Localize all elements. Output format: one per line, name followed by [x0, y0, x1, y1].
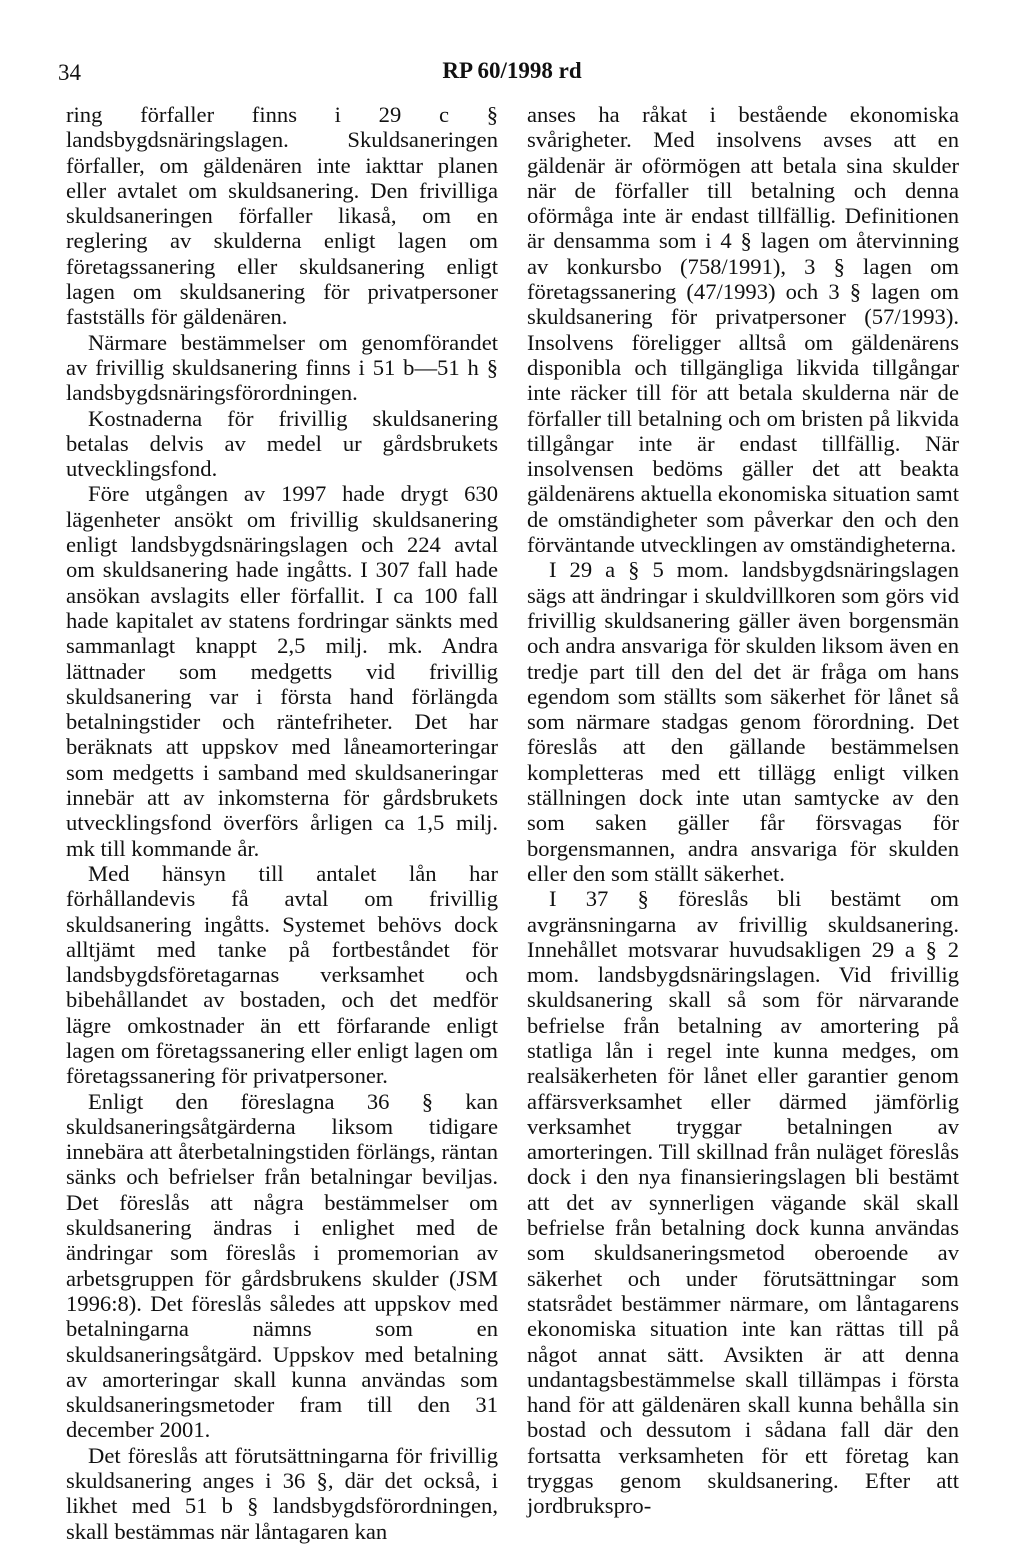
- right-column: [527, 102, 959, 1519]
- left-paragraph-6: Enligt den föreslagna 36 § kan skuldsaneringsåtgärderna liksom tidigare innebära att återbetalningstiden förlängs, räntan sänks och befrielser från betalningar beviljas. Det föreslås att några bestämmelser om skuldsanering ändras i enlighet med de ändringar som föreslås i promemorian av arbetsgruppen för gårdsbrukens skulder (JSM 1996:8). Det föreslås således att uppskov med betalningarna nämns som en skuldsaneringsåtgärd. Uppskov med betalning av amorteringar skall kunna användas som skuldsaneringsmetoder fram till den 31 december 2001.: [66, 1088, 498, 1443]
- left-paragraph-7: Det föreslås att förutsättningarna för frivillig skuldsanering anges i 36 §, där det också, i likhet med 51 b § landsbygdsförordningen, skall bestämmas när låntagaren kan: [66, 1442, 498, 1544]
- left-paragraph-4: Före utgången av 1997 hade drygt 630 lägenheter ansökt om frivillig skuldsanering enligt landsbygdsnäringslagen och 224 avtal om skuldsanering hade ingåtts. I 307 fall hade ansökan avslagits eller förfallit. I ca 100 fall hade kapitalet av statens fordringar sänkts med sammanlagt knappt 2,5 milj. mk. Andra lättnader som medgetts vid frivillig skuldsanering var i första hand förlängda betalningstider och räntefriheter. Det har beräknats att uppskov med låneamorteringar som medgetts i samband med skuldsaneringar innebär att av inkomsterna för gårdsbrukets utvecklingsfond överförs årligen ca 1,5 milj. mk till kommande år.: [66, 481, 498, 861]
- right-paragraph-2: I 29 a § 5 mom. landsbygdsnäringslagen sägs att ändringar i skuldvillkoren som görs vid frivillig skuldsanering gäller även borgensmän och andra ansvariga för skulden liksom även en tredje part till den del det är fråga om hans egendom som ställts som säkerhet för lånet så som närmare stadgas genom förordning. Det föreslås att den gällande bestämmelsen kompletteras med ett tillägg enligt vilken ställningen dock inte utan samtycke av den som saken gäller får försvagas för borgensmannen, andra ansvariga för skulden eller den som ställt säkerhet.: [527, 557, 959, 886]
- left-column: [66, 102, 498, 1544]
- left-paragraph-5: Med hänsyn till antalet lån har förhållandevis få avtal om frivillig skuldsanering ingåtts. Systemet behövs dock alltjämt med tanke på fortbeståndet för landsbygdsföretagarnas verksamhet och bibehållandet av bostaden, och det medför lägre omkostnader än ett förfarande enligt lagen om företagssanering eller enligt lagen om företagssanering för privatpersoner.: [66, 860, 498, 1089]
- left-paragraph-3: Kostnaderna för frivillig skuldsanering betalas delvis av medel ur gårdsbrukets utvecklingsfond.: [66, 405, 498, 482]
- page-number: 34: [58, 60, 81, 85]
- right-paragraph-1: anses ha råkat i bestående ekonomiska svårigheter. Med insolvens avses att en gäldenär är oförmögen att betala sina skulder när de förfaller till betalning och denna oförmåga inte är endast tillfällig. Definitionen är densamma som i 4 § lagen om återvinning av konkursbo (758/1991), 3 § lagen om företagssanering (47/1993) och 3 § lagen om skuldsanering för privatpersoner (57/1993). Insolvens föreligger alltså om gäldenärens disponibla och tillgängliga likvida tillgångar inte räcker till för att betala skulderna när de förfaller till betalning och om bristen på likvida tillgångar inte är endast tillfällig. När insolvensen bedöms gäller det att beakta gäldenärens aktuella ekonomiska situation samt de omständigheter som påverkar den och den förväntande utvecklingen av omständigheterna.: [527, 102, 959, 558]
- right-paragraph-3: I 37 § föreslås bli bestämt om avgränsningarna av frivillig skuldsanering. Innehållet motsvarar huvudsakligen 29 a § 2 mom. landsbygdsnäringslagen. Vid frivillig skuldsanering skall så som för närvarande befrielse från betalning av amortering på statliga lån i regel inte kunna medges, om realsäkerheten för lånet eller garantier genom affärsverksamhet eller därmed jämförlig verksamhet tryggar betalningen av amorteringen. Till skillnad från nuläget föreslås dock i den nya finansieringslagen bli bestämt att det av synnerligen vägande skäl skall befrielse från betalning dock kunna användas som skuldsaneringsmetod oberoende av säkerhet och under förutsättningar som statsrådet bestämmer närmare, om låntagarens ekonomiska situation inte kan rättas till på något annat sätt. Avsikten är att denna undantagsbestämmelse skall tillämpas i första hand för att gäldenären skall kunna behålla sin bostad och dessutom i sådana fall där den fortsatta verksamheten för ett företag kan tryggas genom skuldsanering. Efter att jordbrukspro-: [527, 886, 959, 1519]
- left-paragraph-2: Närmare bestämmelser om genomförandet av frivillig skuldsanering finns i 51 b—51 h § landsbygdsnäringsförordningen.: [66, 329, 498, 406]
- running-title: RP 60/1998 rd: [442, 58, 582, 83]
- left-paragraph-1: ring förfaller finns i 29 c § landsbygdsnäringslagen. Skuldsaneringen förfaller, om gäldenären inte iakttar planen eller avtalet om skuldsanering. Den frivilliga skuldsaneringen förfaller likaså, om en reglering av skulderna enligt lagen om företagssanering eller skuldsanering enligt lagen om skuldsanering för privatpersoner fastställs för gäldenären.: [66, 102, 498, 330]
